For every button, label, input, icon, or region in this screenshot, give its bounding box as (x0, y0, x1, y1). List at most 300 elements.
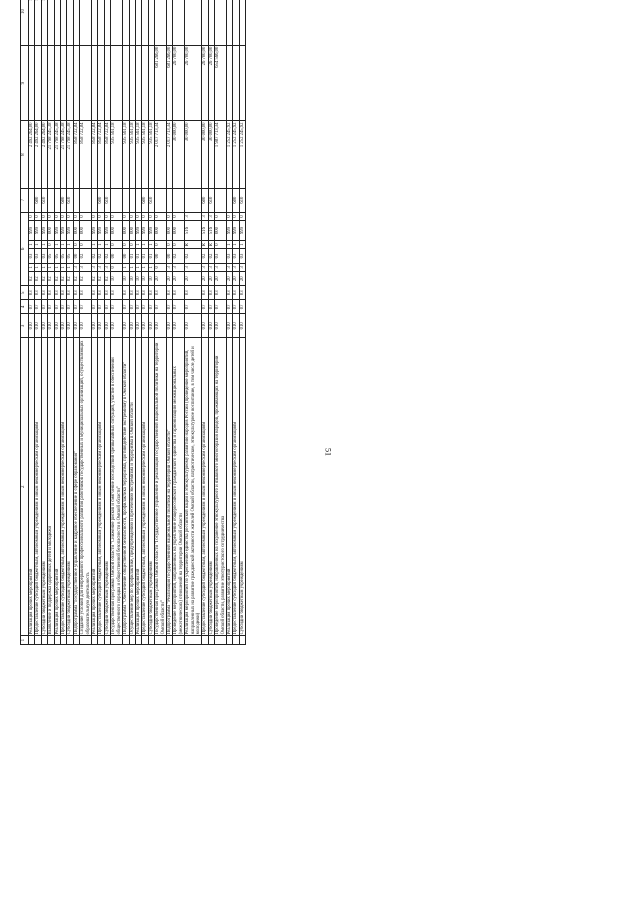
row-value-cell: 02 (54, 272, 60, 286)
row-value-cell: 03 (227, 286, 233, 300)
row-value-cell: 1 (67, 263, 73, 272)
row-value-cell: 03 (48, 286, 54, 300)
row-value-cell: 999 (41, 221, 47, 241)
row-value-cell: 1 (54, 240, 60, 249)
row-value-cell: 516 (202, 221, 208, 241)
row-name-cell: Субсидии бюджетным учреждениям (41, 338, 47, 636)
row-value-cell: 3 (202, 212, 208, 221)
row-value-cell: 26 700,00 (202, 45, 208, 121)
row-value-cell: 3 (104, 263, 110, 272)
row-value-cell: 0 (111, 240, 123, 249)
column-number-cell: 4 (21, 300, 29, 314)
row-value-cell: 0 (80, 212, 92, 221)
row-value-cell: 0 (173, 240, 185, 249)
row-value-cell (80, 188, 92, 212)
row-value-cell: 610 (41, 188, 47, 212)
row-value-cell: 10 (129, 272, 135, 286)
row-value-cell: 0 (135, 212, 141, 221)
row-value-cell: 600 (98, 188, 104, 212)
row-value-cell (155, 0, 167, 45)
row-value-cell: 1 (35, 263, 41, 272)
row-value-cell: 600 (35, 188, 41, 212)
row-value-cell: 03 (239, 286, 245, 300)
row-value-cell: 21 798 245,38 (48, 121, 54, 188)
row-value-cell (111, 188, 123, 212)
row-value-cell: 0 (104, 212, 110, 221)
row-value-cell: 600 (142, 188, 148, 212)
page-number: 51 (323, 448, 333, 456)
row-value-cell: 000 (80, 221, 92, 241)
row-value-cell: 0 (215, 212, 227, 221)
row-value-cell: 010 (80, 314, 92, 338)
table-row (239, 0, 245, 645)
row-name-cell: Субсидии бюджетным учреждениям (67, 338, 73, 636)
row-value-cell: 000 (215, 221, 227, 241)
row-value-cell: 03 (61, 286, 67, 300)
row-value-cell: 07 (92, 300, 98, 314)
row-value-cell: 0 (142, 212, 148, 221)
row-value-cell: 02 (92, 272, 98, 286)
row-value-cell: 999 (29, 221, 35, 241)
row-value-cell: 07 (104, 300, 110, 314)
row-value-cell: 1 (227, 240, 233, 249)
row-value-cell: 07 (148, 300, 154, 314)
row-value-cell (111, 45, 123, 121)
row-value-cell: 07 (233, 300, 239, 314)
row-value-cell: 07 (80, 300, 92, 314)
row-value-cell: 03 (80, 286, 92, 300)
row-value-cell: 1 (61, 263, 67, 272)
row-value-cell: 07 (29, 300, 35, 314)
row-value-cell: 0 (48, 212, 54, 221)
row-value-cell: 935 561,18 (129, 121, 135, 188)
column-number-cell: 7 (21, 188, 29, 212)
row-value-cell: 03 (233, 286, 239, 300)
row-number-cell (111, 636, 123, 645)
row-value-cell: 1 (29, 240, 35, 249)
row-name-cell: Реализация прочих мероприятий (227, 338, 233, 636)
row-number-cell (185, 636, 202, 645)
row-value-cell: 999 (67, 221, 73, 241)
row-value-cell: 03 (92, 286, 98, 300)
row-value-cell: 999 (98, 221, 104, 241)
row-value-cell: 1 (148, 263, 154, 272)
row-name-cell: Реализация прочих мероприятий (92, 338, 98, 636)
row-value-cell: 30 000,00 (208, 121, 214, 188)
row-value-cell: 3 (92, 263, 98, 272)
row-number-cell (173, 636, 185, 645)
row-value-cell: 07 (173, 300, 185, 314)
row-value-cell: 26 700,00 (208, 45, 214, 121)
row-value-cell: 0 (239, 212, 245, 221)
row-name-cell: Реализация прочих мероприятий (54, 338, 60, 636)
row-value-cell: 0 (54, 212, 60, 221)
row-value-cell: 0 (166, 240, 172, 249)
row-value-cell: 2 017 713,34 (166, 121, 172, 188)
row-value-cell: 681 266,00 (166, 45, 172, 121)
row-value-cell: 1 (67, 240, 73, 249)
row-name-cell: Предоставление субсидий бюджетным, автономным учреждениям и иным некоммерческим организациям (35, 338, 41, 636)
row-value-cell: 07 (185, 300, 202, 314)
row-value-cell: R (202, 240, 208, 249)
row-value-cell: 05 (48, 249, 54, 263)
row-value-cell: 20 (227, 272, 233, 286)
row-value-cell: 03 (155, 286, 167, 300)
row-value-cell: 07 (35, 300, 41, 314)
row-value-cell: 010 (166, 314, 172, 338)
row-value-cell: 1 (48, 263, 54, 272)
row-value-cell: 02 (73, 272, 79, 286)
row-value-cell: 935 561,18 (148, 121, 154, 188)
row-name-cell: Выявление и поддержка одаренных детей и молодежи (48, 338, 54, 636)
row-value-cell: 02 (98, 249, 104, 263)
rotated-page (20, 0, 635, 645)
row-value-cell: 07 (129, 300, 135, 314)
row-value-cell: 10 (123, 272, 129, 286)
row-value-cell: 07 (61, 300, 67, 314)
column-number-cell: 2 (21, 338, 29, 636)
row-value-cell: 654 566,00 (215, 45, 227, 121)
row-value-cell: 02 (67, 272, 73, 286)
row-value-cell: 1 (148, 240, 154, 249)
row-value-cell: 000 (166, 221, 172, 241)
row-value-cell: 03 (135, 286, 141, 300)
row-value-cell: 07 (239, 300, 245, 314)
row-value-cell: 0 (73, 212, 79, 221)
row-value-cell: 010 (48, 314, 54, 338)
row-value-cell (80, 45, 92, 121)
row-value-cell: 02 (173, 249, 185, 263)
row-value-cell: 26 700,00 (185, 45, 202, 121)
row-value-cell: 03 (233, 249, 239, 263)
column-number-cell: 5 (21, 286, 29, 300)
row-name-cell: Проведение мероприятий, направленных на сохранение этнокультурного и языкового многообразия народов, проживающих на территории Омской области, развитие этнотуристского сотрудничества (215, 338, 227, 636)
row-number-cell (155, 636, 167, 645)
row-value-cell: 05 (54, 249, 60, 263)
row-value-cell: 000 (129, 221, 135, 241)
row-value-cell: 00 (166, 249, 172, 263)
row-value-cell: 0 (148, 212, 154, 221)
row-value-cell: 0 (233, 212, 239, 221)
row-value-cell: 03 (148, 286, 154, 300)
row-value-cell: 03 (142, 286, 148, 300)
row-value-cell: 30 000,00 (185, 121, 202, 188)
row-name-cell: Реализация мероприятий по укреплению единства российской нации и этнокультурному развитию народов России (проведение мероприятий, направленных на развитие гражданской активности жителей Омской области, патриотическое, этнокультурное воспитание, в том числе детей и молодежи) (185, 338, 202, 636)
row-value-cell: 0 (111, 263, 123, 272)
row-value-cell: 010 (215, 314, 227, 338)
row-value-cell: 03 (29, 286, 35, 300)
table-body (21, 0, 246, 645)
row-value-cell: 999 (61, 221, 67, 241)
row-value-cell: 2 492 264,00 (41, 121, 47, 188)
row-value-cell: 858 722,84 (98, 121, 104, 188)
row-value-cell: 000 (111, 221, 123, 241)
row-name-cell: Подпрограмма "Реализация государственной национальной политики на территории Омской области" (166, 338, 172, 636)
row-value-cell: 1 252 245,92 (233, 121, 239, 188)
row-value-cell: 03 (215, 286, 227, 300)
row-value-cell: 07 (54, 300, 60, 314)
row-value-cell: 0 (35, 212, 41, 221)
row-value-cell: 010 (129, 314, 135, 338)
row-value-cell: 0 (48, 240, 54, 249)
row-value-cell: 0 (80, 240, 92, 249)
row-value-cell: 0 (173, 212, 185, 221)
row-value-cell: 999 (135, 221, 141, 241)
row-value-cell: 0 (155, 212, 167, 221)
row-value-cell: 03 (73, 286, 79, 300)
row-value-cell: 610 (208, 188, 214, 212)
row-value-cell (239, 45, 245, 121)
table-row (185, 0, 202, 645)
row-value-cell: 999 (142, 221, 148, 241)
row-value-cell: 010 (111, 314, 123, 338)
row-value-cell: 20 (185, 272, 202, 286)
row-value-cell: 1 252 245,92 (227, 121, 233, 188)
row-value-cell: 03 (185, 286, 202, 300)
row-value-cell: 010 (41, 314, 47, 338)
row-value-cell: 000 (173, 221, 185, 241)
row-value-cell: 20 (166, 272, 172, 286)
row-value-cell: 21 798 245,38 (61, 121, 67, 188)
row-value-cell: 30 000,00 (173, 121, 185, 188)
row-value-cell: 1 (135, 240, 141, 249)
row-value-cell: 01 (148, 249, 154, 263)
row-value-cell: 0 (111, 212, 123, 221)
row-value-cell: 07 (135, 300, 141, 314)
row-value-cell: 010 (61, 314, 67, 338)
row-value-cell: 20 (208, 272, 214, 286)
row-value-cell: 999 (104, 221, 110, 241)
row-value-cell: 3 (239, 263, 245, 272)
row-name-cell: Государственная программа Омской области "Снижение рисков и смягчение последствий чрезвычайных ситуаций, участие в обеспечении общественного порядка и общественной безопасности в Омской области" (111, 338, 123, 636)
row-value-cell: 07 (41, 300, 47, 314)
row-value-cell: 10 (148, 272, 154, 286)
row-value-cell: 01 (142, 249, 148, 263)
row-value-cell: 010 (73, 314, 79, 338)
row-value-cell: 610 (67, 188, 73, 212)
row-value-cell: 010 (155, 314, 167, 338)
row-value-cell: 010 (92, 314, 98, 338)
row-value-cell: 05 (61, 249, 67, 263)
column-number-cell: 9 (21, 45, 29, 121)
row-value-cell: 999 (54, 221, 60, 241)
row-value-cell: 999 (35, 221, 41, 241)
row-value-cell: 30 000,00 (202, 121, 208, 188)
row-value-cell: 0 (41, 212, 47, 221)
row-value-cell: 516 (185, 221, 202, 241)
row-value-cell: 000 (73, 221, 79, 241)
row-value-cell: 07 (208, 300, 214, 314)
row-value-cell: 610 (104, 188, 110, 212)
row-name-cell: Государственная программа Омской области "Государственное управление и реализация государственной национальной политики на территории Омской области" (155, 338, 167, 636)
row-value-cell: 03 (41, 286, 47, 300)
row-name-cell: Осуществление мер по профилактике, предупреждению и пресечению экстремизма и терроризма в Омской области (129, 338, 135, 636)
row-value-cell (185, 188, 202, 212)
row-value-cell: 600 (233, 188, 239, 212)
row-value-cell: 03 (202, 286, 208, 300)
row-value-cell: 10 (142, 272, 148, 286)
row-value-cell: 03 (208, 286, 214, 300)
row-value-cell: 2 017 713,34 (155, 121, 167, 188)
row-value-cell: 000 (48, 221, 54, 241)
row-value-cell (215, 188, 227, 212)
row-value-cell: 03 (54, 286, 60, 300)
row-value-cell: 000 (123, 221, 129, 241)
row-value-cell: 010 (227, 314, 233, 338)
row-value-cell: 3 (73, 263, 79, 272)
row-value-cell: 02 (80, 249, 92, 263)
table-row (155, 0, 167, 645)
row-value-cell: 3 (173, 263, 185, 272)
row-value-cell: 03 (215, 249, 227, 263)
row-value-cell: 858 722,84 (92, 121, 98, 188)
row-value-cell: 000 (155, 221, 167, 241)
row-value-cell: 01 (129, 249, 135, 263)
row-value-cell: 010 (233, 314, 239, 338)
row-value-cell: 0 (215, 240, 227, 249)
column-number-cell: 8 (21, 121, 29, 188)
row-value-cell: 858 722,84 (80, 121, 92, 188)
row-value-cell: 02 (104, 272, 110, 286)
row-value-cell: 02 (185, 249, 202, 263)
row-value-cell: 03 (98, 286, 104, 300)
row-name-cell: Субсидии бюджетным учреждениям (208, 338, 214, 636)
row-value-cell: 1 (54, 263, 60, 272)
row-value-cell: 610 (148, 188, 154, 212)
row-value-cell: 2 492 264,00 (35, 121, 41, 188)
row-value-cell: 1 (142, 263, 148, 272)
column-number-row (21, 0, 29, 645)
row-value-cell: 0 (123, 212, 129, 221)
row-value-cell: 0 (98, 212, 104, 221)
row-name-cell: Предоставление субсидий бюджетным, автономным учреждениям и иным некоммерческим организациям (202, 338, 208, 636)
row-value-cell (185, 0, 202, 45)
row-value-cell: 03 (239, 249, 245, 263)
row-value-cell: 1 252 245,92 (239, 121, 245, 188)
row-value-cell: 999 (227, 221, 233, 241)
row-value-cell (173, 0, 185, 45)
row-value-cell: 07 (123, 300, 129, 314)
row-value-cell (155, 188, 167, 212)
row-value-cell: 03 (173, 286, 185, 300)
row-value-cell: 07 (67, 300, 73, 314)
row-value-cell: 3 (166, 263, 172, 272)
row-value-cell: 03 (41, 249, 47, 263)
row-name-cell: Реализация прочих мероприятий (29, 338, 35, 636)
row-name-cell: Реализация прочих мероприятий (135, 338, 141, 636)
row-value-cell: 03 (67, 286, 73, 300)
row-value-cell: 0 (129, 212, 135, 221)
row-value-cell: 07 (111, 300, 123, 314)
column-number-cell: 10 (21, 0, 29, 45)
table-row (111, 0, 123, 645)
row-value-cell: 0 (61, 212, 67, 221)
row-value-cell: 0 (166, 212, 172, 221)
row-value-cell: 516 (208, 221, 214, 241)
column-number-cell: 6 (21, 212, 29, 286)
row-number-cell (80, 636, 92, 645)
row-value-cell: 1 (98, 240, 104, 249)
column-number-cell: 1 (21, 636, 29, 645)
row-value-cell: 600 (61, 188, 67, 212)
row-value-cell: 03 (123, 286, 129, 300)
row-value-cell: 3 (185, 212, 202, 221)
row-value-cell: 0 (67, 212, 73, 221)
row-value-cell: 010 (104, 314, 110, 338)
row-value-cell: 02 (98, 272, 104, 286)
row-value-cell: 935 561,18 (111, 121, 123, 188)
row-value-cell: R (208, 240, 214, 249)
row-value-cell: 02 (41, 272, 47, 286)
row-value-cell: 07 (155, 300, 167, 314)
row-value-cell: 07 (48, 300, 54, 314)
row-value-cell: 02 (61, 272, 67, 286)
row-value-cell: 010 (29, 314, 35, 338)
row-value-cell: 610 (239, 188, 245, 212)
row-value-cell: 07 (202, 300, 208, 314)
row-value-cell: 00 (123, 249, 129, 263)
row-value-cell: 999 (239, 221, 245, 241)
row-value-cell: 010 (148, 314, 154, 338)
row-value-cell: 1 (41, 240, 47, 249)
row-value-cell: 03 (166, 286, 172, 300)
row-value-cell: 10 (135, 272, 141, 286)
table-wrapper (20, 9, 635, 895)
row-value-cell: 10 (111, 272, 123, 286)
row-value-cell: 20 (155, 272, 167, 286)
row-value-cell: 2 492 264,00 (29, 121, 35, 188)
row-value-cell: 1 (233, 240, 239, 249)
row-value-cell: 02 (80, 272, 92, 286)
row-value-cell: 03 (29, 249, 35, 263)
table-row (215, 0, 227, 645)
row-value-cell: 0 (227, 212, 233, 221)
row-value-cell: 07 (227, 300, 233, 314)
row-value-cell: 20 (173, 272, 185, 286)
row-value-cell: 3 (80, 263, 92, 272)
row-number-cell (239, 636, 245, 645)
row-value-cell: 0 (129, 240, 135, 249)
row-value-cell: 3 (98, 263, 104, 272)
row-value-cell: 03 (35, 249, 41, 263)
row-value-cell: 3 (215, 263, 227, 272)
row-value-cell: 3 (208, 263, 214, 272)
row-value-cell: 02 (104, 249, 110, 263)
row-value-cell: 00 (111, 249, 123, 263)
row-value-cell: 3 (185, 263, 202, 272)
row-value-cell: 05 (67, 249, 73, 263)
row-value-cell: 010 (135, 314, 141, 338)
row-value-cell: 07 (142, 300, 148, 314)
column-number-cell: 3 (21, 314, 29, 338)
row-value-cell: 03 (104, 286, 110, 300)
row-value-cell: 0 (92, 212, 98, 221)
row-value-cell: 0 (29, 212, 35, 221)
row-value-cell: 00 (155, 249, 167, 263)
row-value-cell: 20 (215, 272, 227, 286)
row-value-cell: 3 (202, 263, 208, 272)
row-value-cell: 03 (35, 286, 41, 300)
row-value-cell: 07 (215, 300, 227, 314)
row-name-cell: Создание условий для непрерывного профессионального развития работников государственных и муниципальных организаций, осуществляющих образовательную деятельность (80, 338, 92, 636)
row-value-cell: R (185, 240, 202, 249)
row-value-cell: 02 (92, 249, 98, 263)
row-value-cell: 1 (135, 263, 141, 272)
row-value-cell: 999 (233, 221, 239, 241)
row-value-cell: 00 (73, 249, 79, 263)
table-row (173, 0, 185, 645)
row-value-cell: 21 798 245,38 (67, 121, 73, 188)
